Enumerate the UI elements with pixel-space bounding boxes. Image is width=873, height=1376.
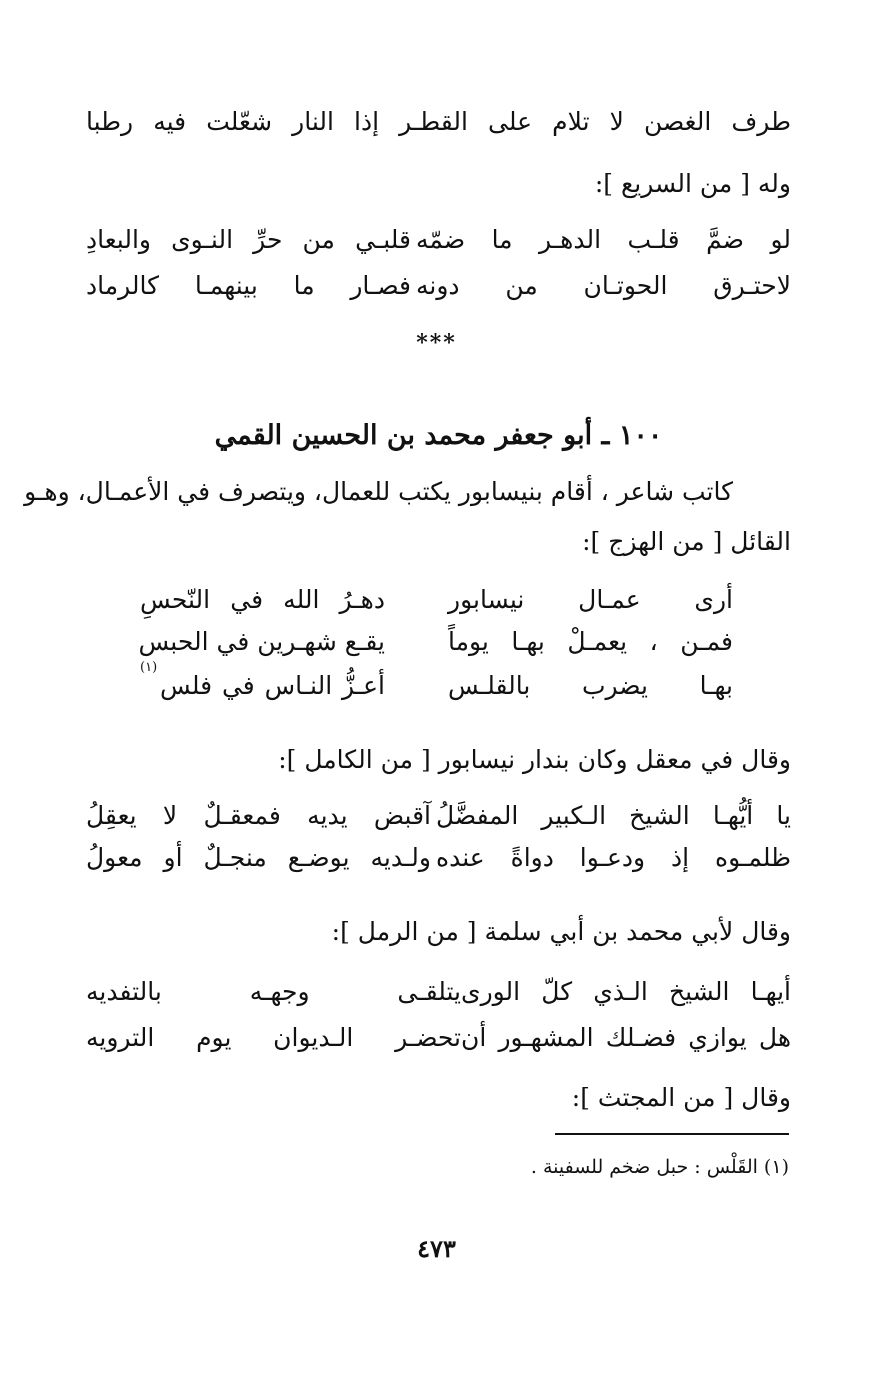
page-number: ٤٧٣ bbox=[417, 1234, 456, 1263]
hemistich-left: فصـار ما بينهمـا كالرماد bbox=[86, 271, 411, 300]
hemistich-right: لو ضمَّ قلـب الدهـر ما ضمّه bbox=[416, 225, 791, 254]
hemistich-left: يقـع شهـرين في الحبس bbox=[138, 627, 385, 656]
poem-1-verse-2 bbox=[86, 268, 791, 304]
hemistich-left: ولـديه يوضـع منجـلٌ أو معولُ bbox=[86, 843, 431, 872]
poem-intro-ramal: وقال لأبي محمد بن أبي سلمة [ من الرمل ]: bbox=[331, 917, 791, 946]
bio-line-2: القائل [ من الهزج ]: bbox=[582, 527, 791, 556]
hemistich-right: فمـن ، يعمـلْ بهـا يوماً bbox=[448, 627, 733, 656]
footnote: (١) القَلْس : حبل ضخم للسفينة . bbox=[530, 1156, 789, 1178]
poem-2-verse-2 bbox=[140, 624, 733, 660]
hemistich-left: آقبض يديه فمعقـلٌ لا يعقِلُ bbox=[86, 801, 431, 830]
hemistich-left: قلبـي من حرِّ النـوى والبعادِ bbox=[86, 225, 411, 254]
hemistich-right: ظلمـوه إذ ودعـوا دواةً عنده bbox=[436, 843, 791, 872]
poem-intro-mujtath: وقال [ من المجتث ]: bbox=[571, 1083, 791, 1112]
hemistich-right: يا أيُّهـا الشيخ الـكبير المفضَّلُ bbox=[436, 801, 791, 830]
hemistich-left: تحضـر الـديوان يوم الترويه bbox=[86, 1023, 461, 1052]
hemistich-right: لاحتـرق الحوتـان من دونه bbox=[416, 271, 791, 300]
poem-1-verse-1 bbox=[86, 222, 791, 258]
entry-heading: ١٠٠ ـ أبو جعفر محمد بن الحسين القمي bbox=[214, 420, 663, 451]
hemistich-right: أرى عمـال نيسابور bbox=[448, 585, 733, 614]
hemistich-right: هل يوازي فضـلك المشهـور أن bbox=[461, 1023, 791, 1052]
hemistich-left: دهـرُ الله في النّحسِ bbox=[140, 585, 385, 614]
poem-3-verse-2 bbox=[86, 840, 791, 876]
poem-2-verse-1 bbox=[140, 582, 733, 618]
hemistich-right: بهـا يضرب بالقلـس bbox=[448, 671, 733, 700]
hemistich-left: أعـزُّ النـاس في فلس bbox=[160, 671, 385, 700]
hemistich-right: أيهـا الشيخ الـذي كلّ الورى bbox=[461, 977, 791, 1006]
hemistich-left-with-note bbox=[140, 660, 385, 704]
bio-line-1: كاتب شاعر ، أقام بنيسابور يكتب للعمال، ويتصرف في الأعمـال، وهـو bbox=[24, 477, 733, 506]
footnote-marker: (١) bbox=[140, 660, 158, 675]
footnote-divider bbox=[555, 1133, 789, 1135]
section-separator: *** bbox=[416, 330, 457, 356]
hemistich-left: يتلقـى وجهـه بالتفديه bbox=[86, 977, 461, 1006]
poem-3-verse-1 bbox=[86, 798, 791, 834]
poem-4-verse-2 bbox=[86, 1020, 791, 1056]
poem-intro-sari: وله [ من السريع ]: bbox=[594, 169, 791, 198]
poem-4-verse-1 bbox=[86, 974, 791, 1010]
poem-2-verse-3 bbox=[140, 660, 733, 704]
verse-continuation-line: طرف الغصن لا تلام على القطـر إذا النار شعّلت فيه رطبا bbox=[86, 107, 791, 136]
poem-intro-kamil: وقال في معقل وكان بندار نيسابور [ من الكامل ]: bbox=[278, 745, 791, 774]
